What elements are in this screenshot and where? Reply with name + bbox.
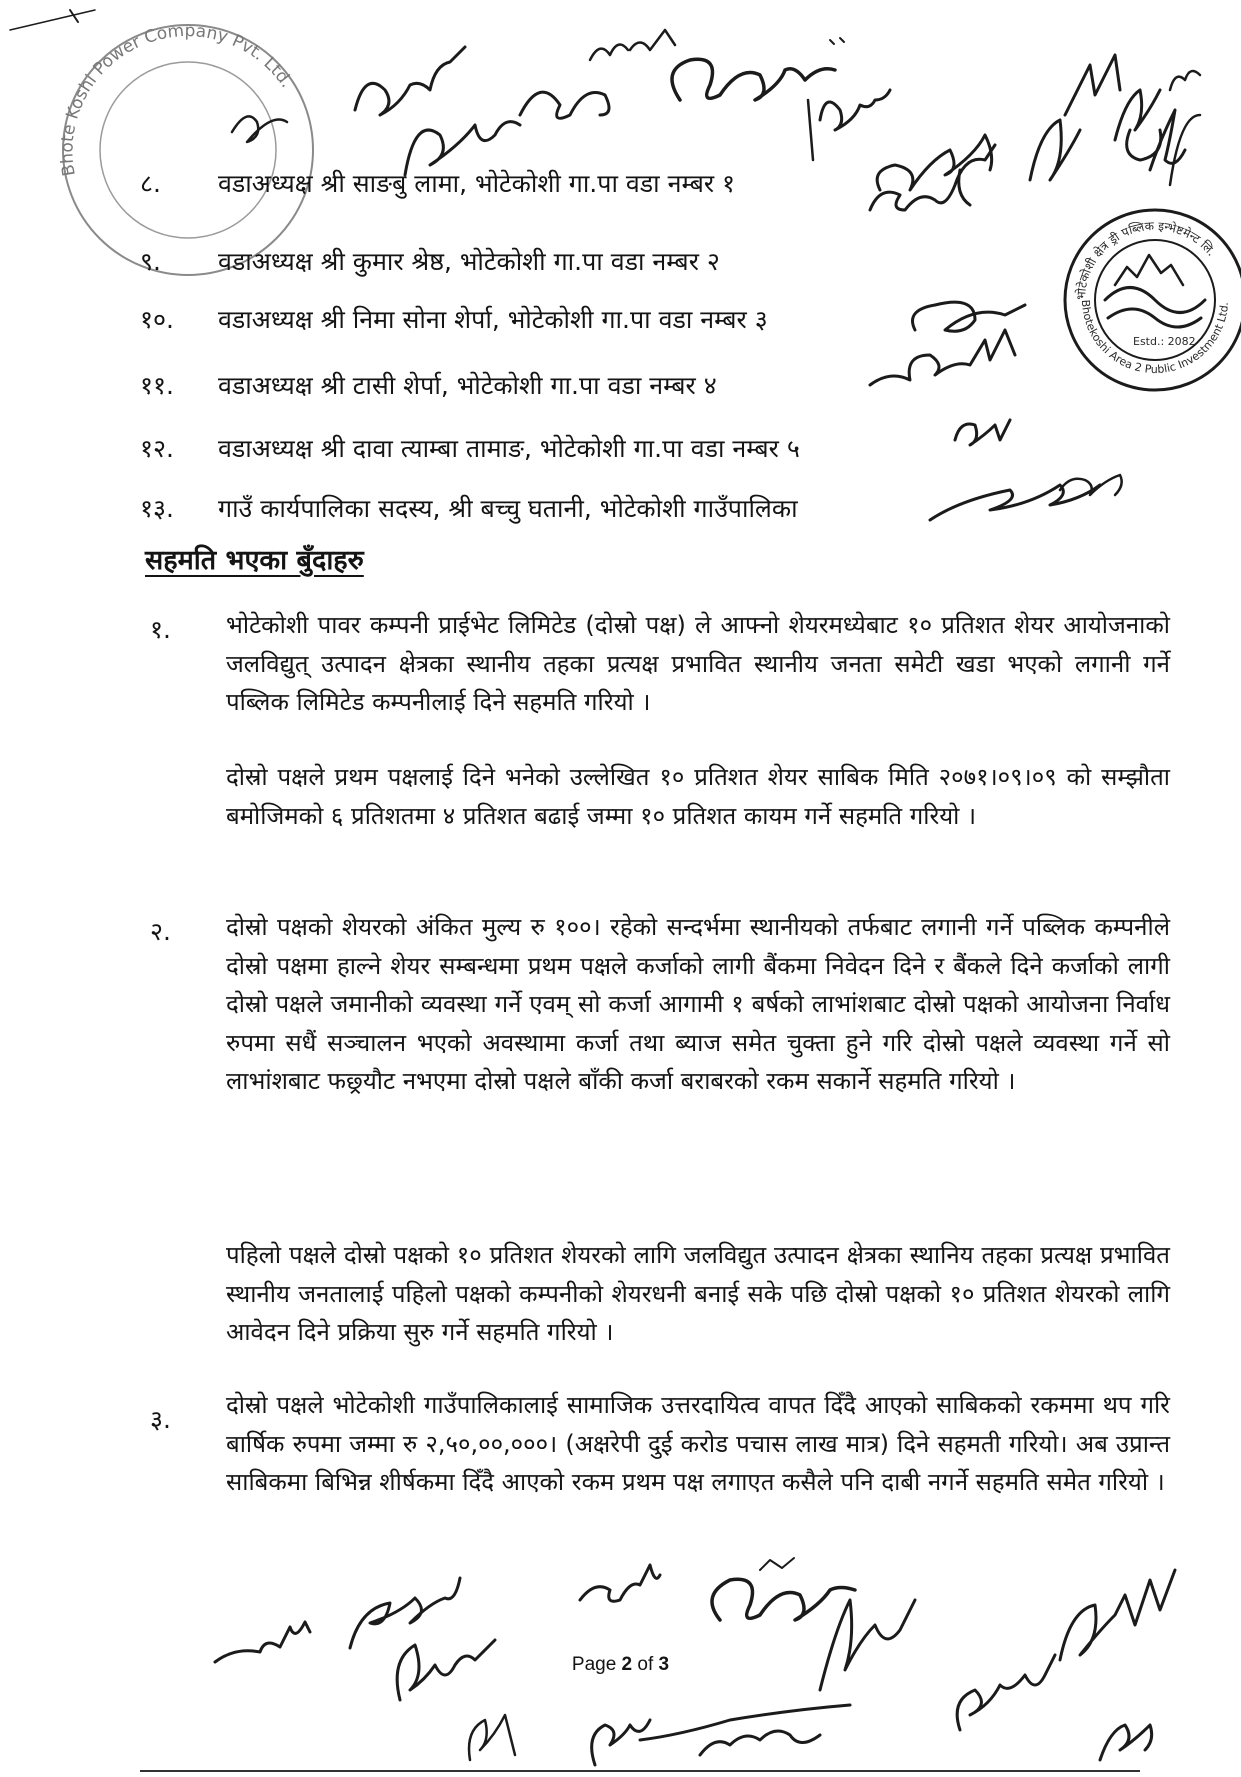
right-seal-estd: Estd.: 2082 <box>1133 335 1196 348</box>
footer-prefix: Page <box>571 1654 622 1675</box>
list-item-number: ११. <box>140 371 174 400</box>
list-item-text: गाउँ कार्यपालिका सदस्य, श्री बच्चु घतानी, भोटेकोशी गाउँपालिका <box>218 494 798 523</box>
list-item-text: वडाअध्यक्ष श्री साङबु लामा, भोटेकोशी गा.पा वडा नम्बर १ <box>218 169 736 198</box>
agreement-heading: सहमति भएका बुँदाहरु <box>145 545 364 576</box>
list-item <box>0 240 1241 284</box>
right-seal-text: भोटेकोशी क्षेत्र ड्री पब्लिक इन्भेष्टमेन्ट लि. <box>1073 218 1219 301</box>
list-item-number: ९. <box>140 247 161 276</box>
list-item-number: ८. <box>140 169 161 198</box>
footer-current-page: 2 <box>621 1654 633 1675</box>
list-item-text: वडाअध्यक्ष श्री दावा त्याम्बा तामाङ, भोटेकोशी गा.पा वडा नम्बर ५ <box>218 434 800 463</box>
list-item-number: १२. <box>140 434 174 463</box>
bottom-rule <box>140 1770 1140 1772</box>
list-item-text: वडाअध्यक्ष श्री टासी शेर्पा, भोटेकोशी गा.पा वडा नम्बर ४ <box>218 371 717 400</box>
right-seal-text-en: Bhotekoshi Area 2 Public Investment Ltd. <box>1078 299 1231 377</box>
point-paragraph: पहिलो पक्षले दोस्रो पक्षको १० प्रतिशत शेयरको लागि जलविद्युत उत्पादन क्षेत्रका स्थानिय तहका प्रत्यक्ष प्रभावित स्थानीय जनतालाई पहिलो पक्षको कम्पनीको शेयरधनी बनाई सके पछि दोस्रो पक्षको १० प्रतिशत शेयरको लागि आवेदन दिने प्रक्रिया सुरु गर्ने सहमति गरियो । <box>226 1241 1170 1346</box>
point-paragraph: दोस्रो पक्षले प्रथम पक्षलाई दिने भनेको उल्लेखित १० प्रतिशत शेयर साबिक मिति २०७१।०९।०९ को सम्झौता बमोजिमको ६ प्रतिशतमा ४ प्रतिशत बढाई जम्मा १० प्रतिशत कायम गर्ने सहमति गरियो । <box>226 763 1170 830</box>
page-footer <box>0 1654 1241 1676</box>
list-item-number: १०. <box>140 305 174 334</box>
left-seal-text: Bhote Koshi Power Company Pvt. Ltd. <box>57 20 297 178</box>
list-item-number: १३. <box>140 494 174 523</box>
point-number: ३. <box>150 1405 171 1434</box>
svg-text:Bhote Koshi Power Company Pvt. <box>57 21 296 177</box>
list-item-text: वडाअध्यक्ष श्री कुमार श्रेष्ठ, भोटेकोशी गा.पा वडा नम्बर २ <box>218 247 720 276</box>
list-item-text: वडाअध्यक्ष श्री निमा सोना शेर्पा, भोटेकोशी गा.पा वडा नम्बर ३ <box>218 305 768 334</box>
point-number: १. <box>150 615 171 644</box>
list-item <box>0 162 1241 206</box>
list-item <box>0 487 1241 531</box>
point-paragraph: दोस्रो पक्षको शेयरको अंकित मुल्य रु १००। रहेको सन्दर्भमा स्थानीयको तर्फबाट लगानी गर्ने पब्लिक कम्पनीले दोस्रो पक्षमा हाल्ने शेयर सम्बन्धमा प्रथम पक्षले कर्जाको लागी बैंकमा निवेदन दिने र बैंकले दिने कर्जाको लागी दोस्रो पक्षले जमानीको व्यवस्था गर्ने एवम् सो कर्जा आगामी १ बर्षको लाभांशबाट दोस्रो पक्षको आयोजना निर्वाध रुपमा सधैं सञ्चालन भएको अवस्थामा कर्जा तथा ब्याज समेत चुक्ता हुने गरि दोस्रो पक्षले व्यवस्था गर्ने सो लाभांशबाट फछ्र्यौट नभएमा दोस्रो पक्षले बाँकी कर्जा बराबरको रकम सकार्ने सहमति गरियो । <box>226 913 1170 1095</box>
point-number: २. <box>150 917 171 946</box>
point-paragraph: भोटेकोशी पावर कम्पनी प्राईभेट लिमिटेड (दोस्रो पक्ष) ले आफ्नो शेयरमध्येबाट १० प्रतिशत शेयर आयोजनाको जलविद्युत् उत्पादन क्षेत्रका स्थानीय तहका प्रत्यक्ष प्रभावित स्थानीय जनता समेटी खडा भएको लगानी गर्ने पब्लिक लिमिटेड कम्पनीलाई दिने सहमति गरियो । <box>226 611 1170 716</box>
list-item <box>0 427 1241 471</box>
point-paragraph: दोस्रो पक्षले भोटेकोशी गाउँपालिकालाई सामाजिक उत्तरदायित्व वापत दिँदै आएको साबिकको रकममा थप गरि बार्षिक रुपमा जम्मा रु २,५०,००,०००। (अक्षरेपी दुई करोड पचास लाख मात्र) दिने सहमती गरियो। अब उप्रान्त साबिकमा बिभिन्न शीर्षकमा दिँदै आएको रकम प्रथम पक्ष लगाएत कसैले पनि दाबी नगर्ने सहमति समेत गरियो । <box>226 1391 1170 1496</box>
list-item <box>0 298 1241 342</box>
footer-total-pages: 3 <box>658 1654 670 1675</box>
list-item <box>0 364 1241 408</box>
footer-of: of <box>632 1654 659 1675</box>
